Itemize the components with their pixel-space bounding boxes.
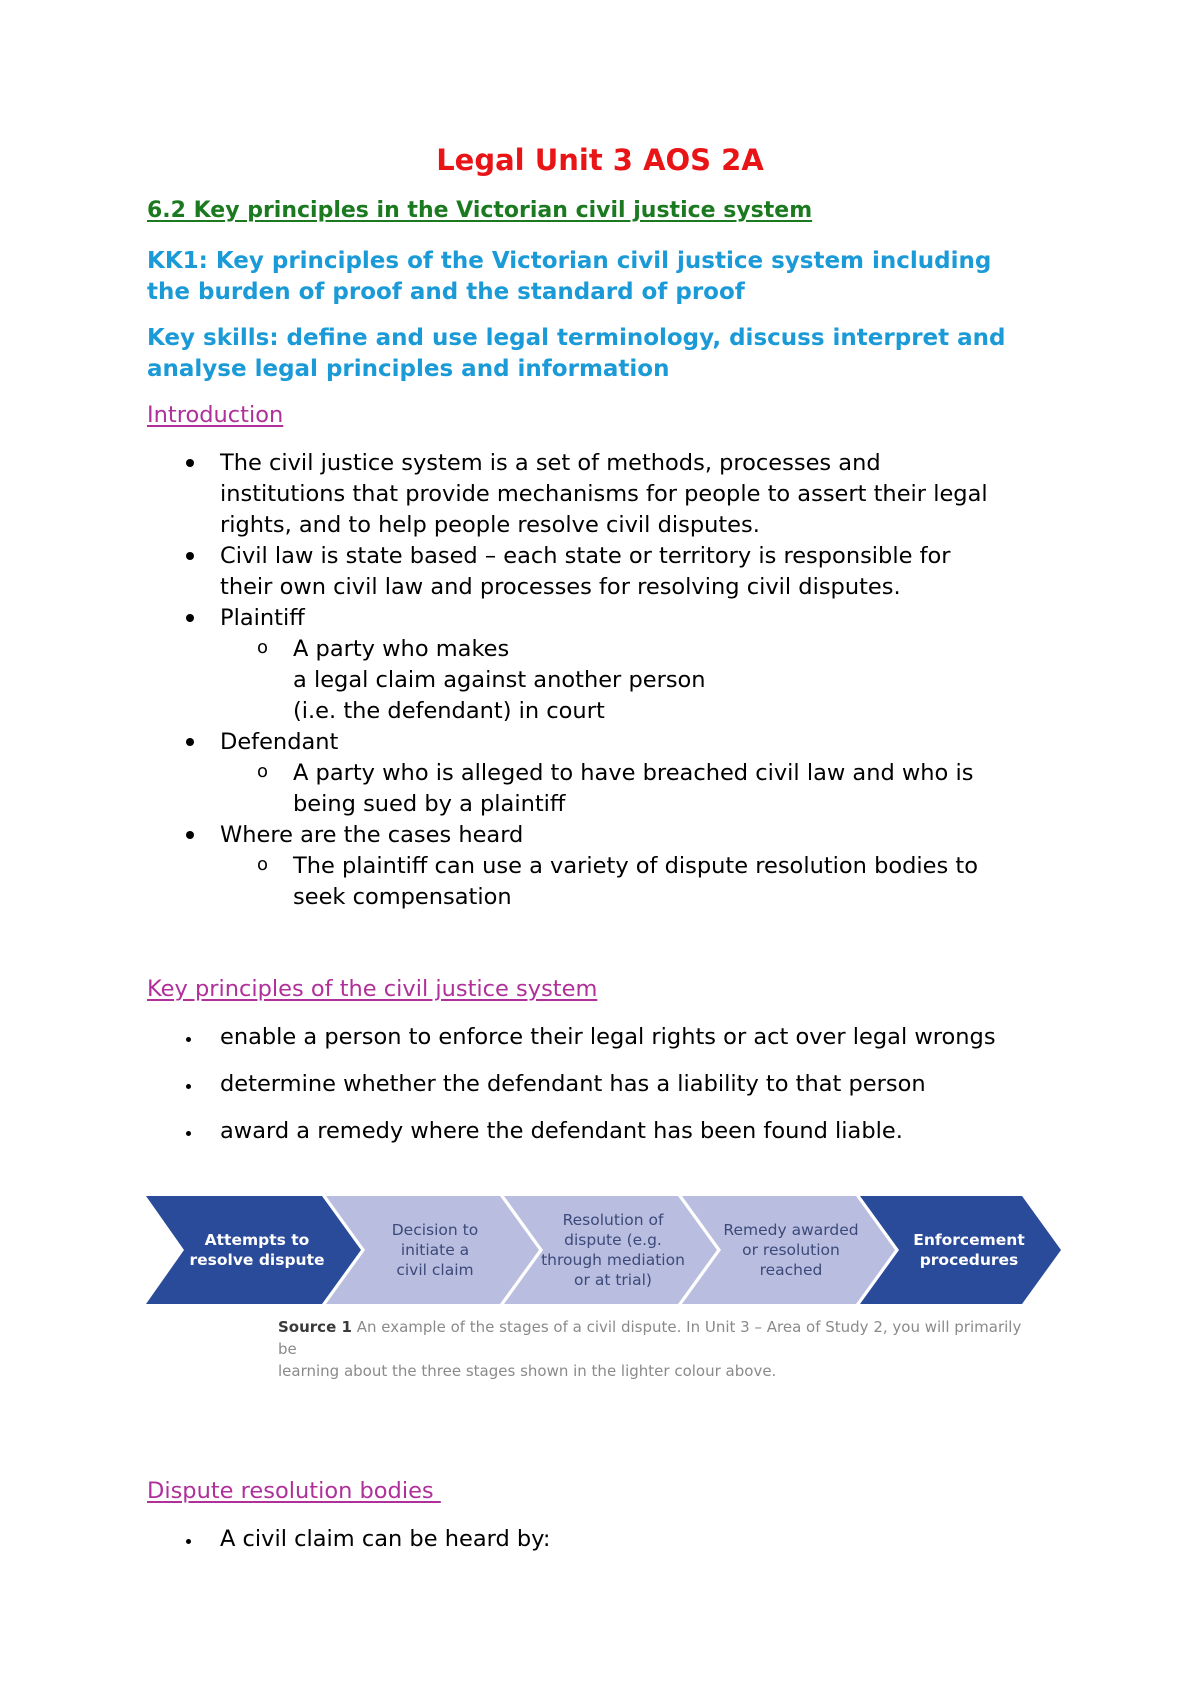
- stage-label-line: Resolution of: [562, 1211, 664, 1229]
- bullet-icon: [186, 738, 194, 746]
- bullet-icon: [186, 1539, 191, 1544]
- introduction-heading: Introduction: [147, 402, 284, 428]
- source-label: Source 1: [278, 1318, 352, 1336]
- intro-bullet-text: Defendant: [220, 729, 339, 755]
- intro-bullet-text: institutions that provide mechanisms for people to assert their legal: [220, 481, 988, 507]
- key-knowledge-heading: [147, 246, 1077, 308]
- intro-sub-bullet-text: a legal claim against another person: [293, 667, 706, 693]
- bullet-icon: [186, 614, 194, 622]
- stage-label-line: Attempts to: [204, 1231, 310, 1249]
- dispute-body-item: A civil claim can be heard by:: [220, 1526, 551, 1552]
- bullet-icon: [186, 1131, 191, 1136]
- bullet-icon: [186, 1084, 191, 1089]
- sub-bullet-icon: o: [257, 854, 269, 875]
- stage-label: [360, 1196, 510, 1304]
- intro-bullet-text: Civil law is state based – each state or territory is responsible for: [220, 543, 951, 569]
- stage-label: [894, 1196, 1044, 1304]
- document-title: Legal Unit 3 AOS 2A: [436, 143, 764, 177]
- bullet-icon: [186, 552, 194, 560]
- topic-heading: 6.2 Key principles in the Victorian civil justice system: [147, 198, 813, 223]
- stage-label-line: or resolution: [742, 1241, 840, 1259]
- stage-label: [716, 1196, 866, 1304]
- stage-label-line: initiate a: [400, 1241, 470, 1259]
- stage-label: [538, 1196, 688, 1304]
- stage-label-line: Decision to: [391, 1221, 479, 1239]
- sub-bullet-icon: o: [257, 637, 269, 658]
- dispute-bodies-heading: Dispute resolution bodies: [147, 1478, 441, 1504]
- bullet-icon: [186, 459, 194, 467]
- stage-label-line: Remedy awarded: [723, 1221, 859, 1239]
- principle-item: determine whether the defendant has a liability to that person: [220, 1071, 926, 1097]
- bullet-icon: [186, 1037, 191, 1042]
- stage-label-line: through mediation: [541, 1251, 685, 1269]
- diagram-source-caption: [278, 1316, 1038, 1382]
- stage-label-line: or at trial): [574, 1271, 652, 1289]
- key-principles-heading: Key principles of the civil justice system: [147, 976, 598, 1002]
- intro-sub-bullet-text: A party who is alleged to have breached civil law and who is: [293, 760, 974, 786]
- intro-sub-bullet-text: The plaintiff can use a variety of dispute resolution bodies to: [293, 853, 978, 879]
- stage-label-line: procedures: [919, 1251, 1019, 1269]
- intro-bullet-text: Where are the cases heard: [220, 822, 524, 848]
- key-knowledge-line: KK1: Key principles of the Victorian civil justice system including: [147, 248, 992, 274]
- stage-label: [182, 1196, 332, 1304]
- key-skills-line: analyse legal principles and information: [147, 356, 670, 382]
- source-text: An example of the stages of a civil dispute. In Unit 3 – Area of Study 2, you will primarily be: [278, 1318, 1022, 1358]
- intro-bullet-text: The civil justice system is a set of methods, processes and: [220, 450, 881, 476]
- principle-item: award a remedy where the defendant has been found liable.: [220, 1118, 903, 1144]
- intro-bullet-text: their own civil law and processes for resolving civil disputes.: [220, 574, 901, 600]
- intro-sub-bullet-text: seek compensation: [293, 884, 512, 910]
- stage-label-line: dispute (e.g.: [564, 1231, 662, 1249]
- stage-label-line: Enforcement: [913, 1231, 1025, 1249]
- stage-label-line: reached: [759, 1261, 823, 1279]
- key-skills-heading: [147, 323, 1077, 385]
- principle-item: enable a person to enforce their legal rights or act over legal wrongs: [220, 1024, 996, 1050]
- intro-sub-bullet-text: A party who makes: [293, 636, 510, 662]
- sub-bullet-icon: o: [257, 761, 269, 782]
- intro-bullet-text: rights, and to help people resolve civil disputes.: [220, 512, 760, 538]
- source-text: learning about the three stages shown in the lighter colour above.: [278, 1362, 777, 1380]
- intro-sub-bullet-text: being sued by a plaintiff: [293, 791, 566, 817]
- stage-label-line: civil claim: [396, 1261, 474, 1279]
- key-knowledge-line: the burden of proof and the standard of proof: [147, 279, 745, 305]
- stage-label-line: resolve dispute: [189, 1251, 325, 1269]
- civil-dispute-stages-diagram: [146, 1196, 1061, 1304]
- intro-sub-bullet-text: (i.e. the defendant) in court: [293, 698, 605, 724]
- bullet-icon: [186, 831, 194, 839]
- key-skills-line: Key skills: define and use legal terminology, discuss interpret and: [147, 325, 1006, 351]
- intro-bullet-text: Plaintiff: [220, 605, 305, 631]
